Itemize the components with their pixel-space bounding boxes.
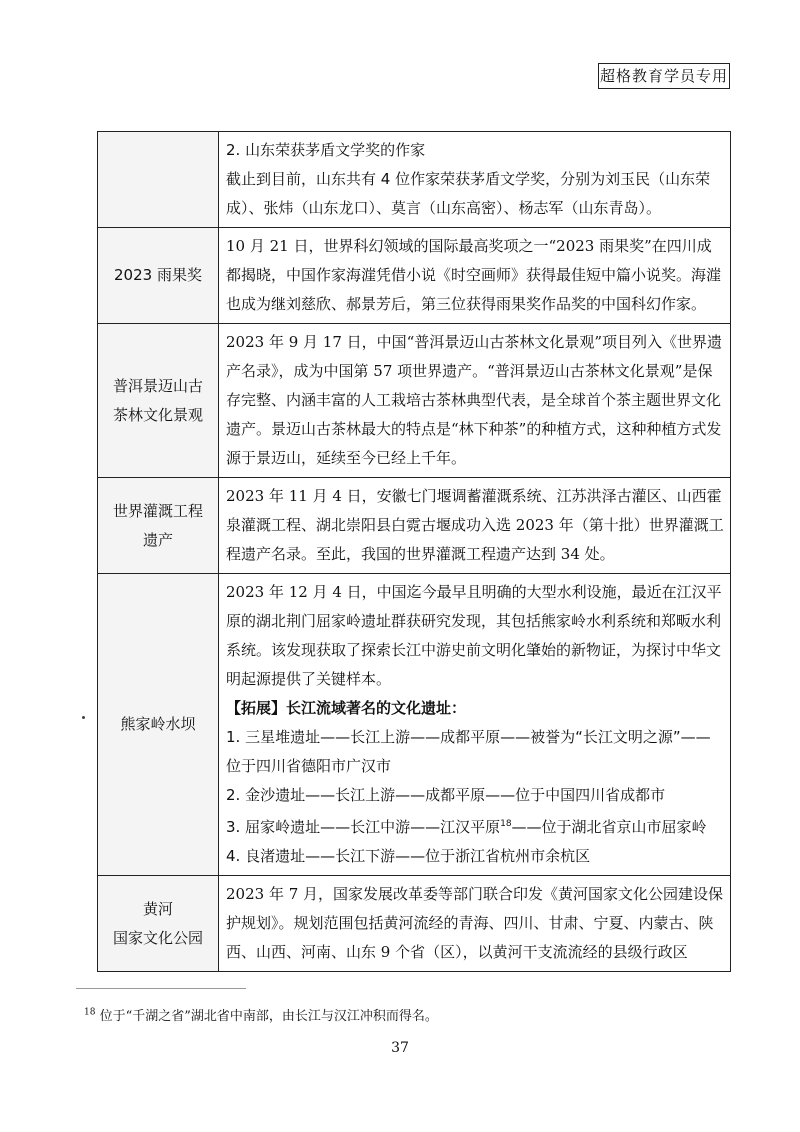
content-table [97, 131, 731, 972]
list-item [226, 810, 724, 842]
row-label-line: 国家文化公园 [112, 928, 203, 947]
row-label-line: 黄河 [142, 899, 173, 918]
row-subtitle: 【拓展】长江流域著名的文化遗址： [226, 699, 467, 717]
row-text: 截止到目前，山东共有 4 位作家荣获茅盾文学奖，分别为刘玉民（山东荣成）、张炜（山东龙口）、莫言（山东高密）、杨志军（山东青岛）。 [226, 170, 711, 217]
footnote-mark: 18 [84, 1007, 96, 1018]
row-label: 熊家岭水坝 [98, 574, 219, 876]
list-item: 2. 金沙遗址——长江上游——成都平原——位于中国四川省成都市 [226, 786, 666, 804]
row-content [219, 478, 731, 574]
row-label-line: 遗产 [142, 530, 173, 549]
list-item: 4. 良渚遗址——长江下游——位于浙江省杭州市余杭区 [226, 847, 591, 865]
table-row [98, 324, 731, 478]
margin-dot [82, 716, 85, 719]
list-item-text: ——位于湖北省京山市屈家岭 [511, 818, 707, 836]
row-content [219, 876, 731, 972]
row-label-line: 普洱景迈山古 [112, 376, 203, 395]
row-label [98, 132, 219, 228]
table-row [98, 574, 731, 876]
footnote [84, 1005, 438, 1024]
row-subtitle: 2. 山东荣获茅盾文学奖的作家 [226, 141, 426, 159]
row-text: 2023 年 9 月 17 日，中国“普洱景迈山古茶林文化景观”项目列入《世界遗产名录》，成为中国第 57 项世界遗产。“普洱景迈山古茶林文化景观”是保存完整、内涵丰富的人工栽培古茶林典型代表，是全球首个茶主题世界文化遗产。景迈山古茶林最大的特点是“林下种茶”的种植方式，这种种植方式发源于景迈山，延续至今已经上千年。 [226, 333, 722, 467]
row-label [98, 324, 219, 478]
row-label [98, 876, 219, 972]
header-badge: 超格教育学员专用 [598, 63, 730, 89]
table-row [98, 228, 731, 324]
row-content [219, 574, 731, 876]
row-text: 2023 年 7 月，国家发展改革委等部门联合印发《黄河国家文化公园建设保护规划》。规划范围包括黄河流经的青海、四川、甘肃、宁夏、内蒙古、陕西、山西、河南、山东 9 个省（区），以黄河干支流流经的县级行政区 [226, 885, 724, 961]
row-label-line: 茶林文化景观 [112, 405, 203, 424]
row-text: 2023 年 12 月 4 日，中国迄今最早且明确的大型水利设施，最近在江汉平原的湖北荆门屈家岭遗址群获研究发现，其包括熊家岭水利系统和郑畈水利系统。该发现获取了探索长江中游史前文明化肇始的新物证，为探讨中华文明起源提供了关键样本。 [226, 583, 722, 688]
footnote-text: 位于“千湖之省”湖北省中南部，由长江与汉江冲积而得名。 [99, 1009, 438, 1024]
table-row [98, 876, 731, 972]
row-label-line: 世界灌溉工程 [112, 501, 203, 520]
row-text: 2023 年 11 月 4 日，安徽七门堰调蓄灌溉系统、江苏洪泽古灌区、山西霍泉灌溉工程、湖北崇阳县白霓古堰成功入选 2023 年（第十批）世界灌溉工程遗产名录。至此，我国的世界灌溉工程遗产达到 34 处。 [226, 487, 724, 563]
row-content [219, 324, 731, 478]
table-row [98, 132, 731, 228]
row-label: 2023 雨果奖 [98, 228, 219, 324]
footnote-divider [76, 988, 246, 989]
row-content [219, 132, 731, 228]
row-content [219, 228, 731, 324]
footnote-ref[interactable]: 18 [500, 819, 512, 829]
list-item-text: 3. 屈家岭遗址——长江中游——江汉平原 [226, 818, 501, 836]
page-number: 37 [391, 1040, 409, 1056]
table-row [98, 478, 731, 574]
row-text: 10 月 21 日，世界科幻领域的国际最高奖项之一“2023 雨果奖”在四川成都揭晓，中国作家海漄凭借小说《时空画师》获得最佳短中篇小说奖。海漄也成为继刘慈欣、郝景芳后，第三位获得雨果奖作品奖的中国科幻作家。 [226, 237, 722, 313]
row-label [98, 478, 219, 574]
list-item: 1. 三星堆遗址——长江上游——成都平原——被誉为“长江文明之源”——位于四川省德阳市广汉市 [226, 728, 711, 775]
